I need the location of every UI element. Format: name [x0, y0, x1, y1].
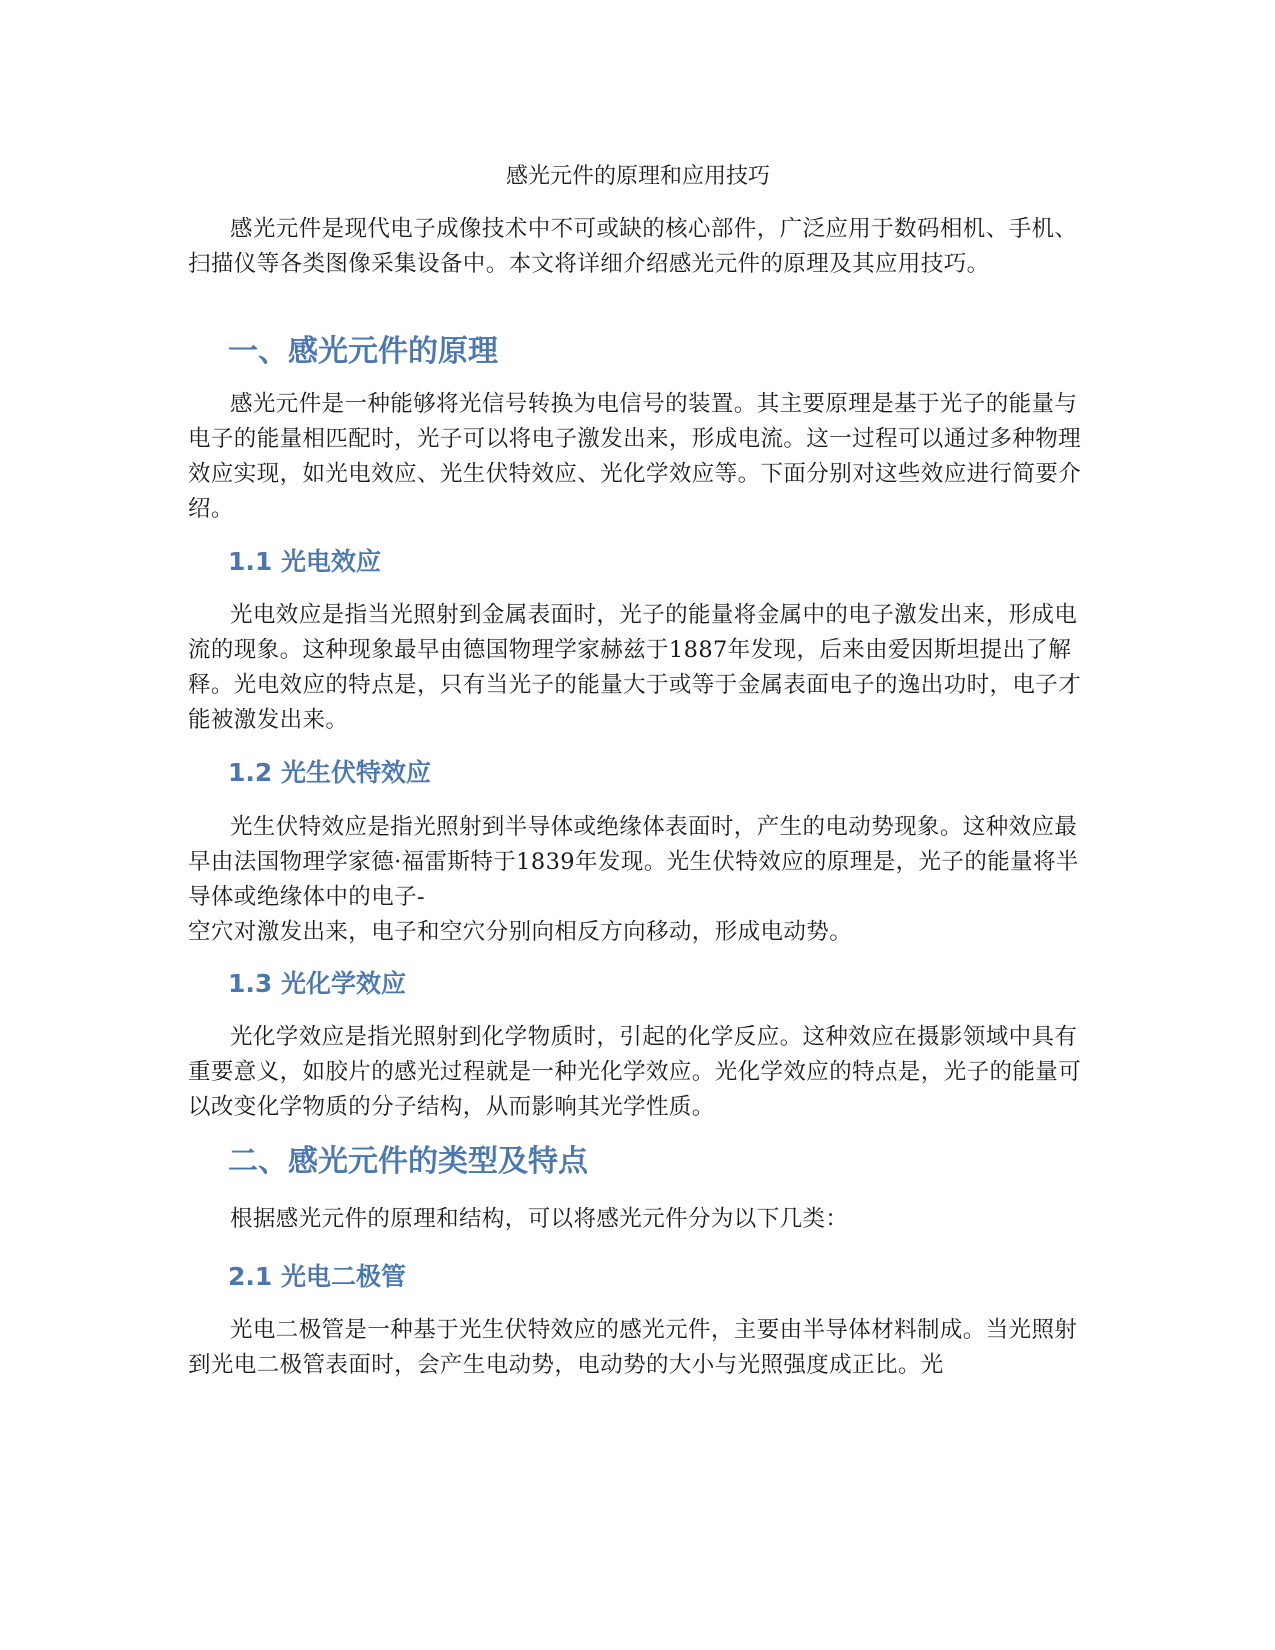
subsection-1-3-heading: 1.3 光化学效应	[228, 969, 406, 998]
subsection-1-3-paragraph: 光化学效应是指光照射到化学物质时，引起的化学反应。这种效应在摄影领域中具有重要意义，如胶片的感光过程就是一种光化学效应。光化学效应的特点是，光子的能量可以改变化学物质的分子结构，从而影响其光学性质。	[188, 1024, 1082, 1120]
section2-paragraph: 根据感光元件的原理和结构，可以将感光元件分为以下几类：	[230, 1206, 849, 1232]
subsection-1-2-paragraph	[188, 810, 1088, 950]
section1-paragraph: 感光元件是一种能够将光信号转换为电信号的装置。其主要原理是基于光子的能量与电子的能量相匹配时，光子可以将电子激发出来，形成电流。这一过程可以通过多种物理效应实现，如光电效应、光生伏特效应、光化学效应等。下面分别对这些效应进行简要介绍。	[188, 391, 1082, 522]
subsection-2-1-heading: 2.1 光电二极管	[228, 1262, 406, 1291]
subsection-1-1-paragraph: 光电效应是指当光照射到金属表面时，光子的能量将金属中的电子激发出来，形成电流的现象。这种现象最早由德国物理学家赫兹于1887年发现，后来由爱因斯坦提出了解释。光电效应的特点是，只有当光子的能量大于或等于金属表面电子的逸出功时，电子才能被激发出来。	[188, 602, 1082, 733]
subsection-2-1-paragraph: 光电二极管是一种基于光生伏特效应的感光元件，主要由半导体材料制成。当光照射到光电二极管表面时，会产生电动势，电动势的大小与光照强度成正比。光	[188, 1317, 1078, 1378]
intro-paragraph: 感光元件是现代电子成像技术中不可或缺的核心部件，广泛应用于数码相机、手机、扫描仪等各类图像采集设备中。本文将详细介绍感光元件的原理及其应用技巧。	[188, 216, 1078, 277]
section2-heading: 二、感光元件的类型及特点	[228, 1144, 588, 1179]
subsection-1-1-heading: 1.1 光电效应	[228, 547, 381, 576]
subsection-1-2-heading: 1.2 光生伏特效应	[228, 758, 431, 787]
document-title: 感光元件的原理和应用技巧	[505, 164, 770, 189]
section1-heading: 一、感光元件的原理	[228, 334, 498, 369]
subsection-1-2-paragraph-part1: 光生伏特效应是指光照射到半导体或绝缘体表面时，产生的电动势现象。这种效应最早由法国物理学家德·福雷斯特于1839年发现。光生伏特效应的原理是，光子的能量将半导体或绝缘体中的电子-	[188, 814, 1079, 910]
subsection-1-2-paragraph-part2: 空穴对激发出来，电子和空穴分别向相反方向移动，形成电动势。	[188, 919, 853, 945]
